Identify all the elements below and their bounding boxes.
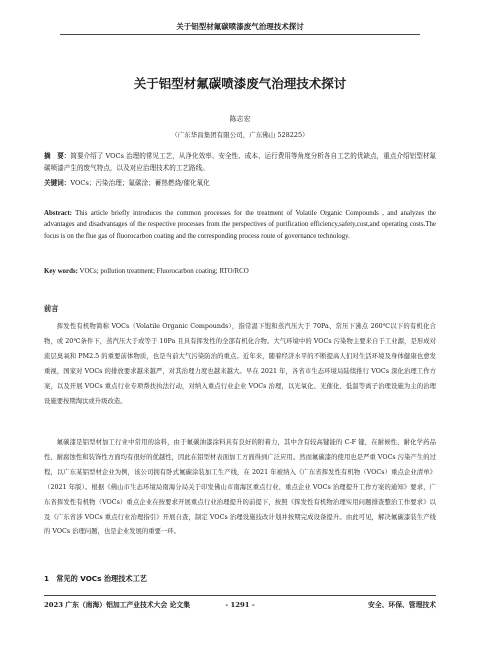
- author-name: 陈志宏: [229, 115, 251, 123]
- keywords-cn-label: 关键词：: [44, 179, 71, 187]
- abstract-en: [44, 208, 436, 242]
- footer-section-name: 安全、环保、管理技术: [368, 601, 436, 609]
- section-heading-preface: 前言: [44, 304, 59, 313]
- abstract-en-text: This article briefly introduces the common processes for the treatment of Volatile Organic Compounds , and analyzes the advantages and disadvantages of the respective processes from the perspectives of purification efficiency,safety,cost,and operating costs.The focus is on the flue gas of fluorocarbon coating and the corresponding process route of governance technology.: [44, 210, 436, 240]
- keywords-en: [44, 266, 436, 277]
- paper-title: 关于铝型材氟碳喷漆废气治理技术探讨: [133, 76, 347, 91]
- footer-page-number: - 1291 -: [225, 601, 255, 609]
- body-paragraph-2: 氟碳漆是铝型材加工行业中常用的涂料，由于氟碳油漆涂料具有良好的附着力，其中含有较高键能的 C-F 键，在耐候性、耐化学药品性、耐腐蚀性和装饰性方面均有很好的优越性，因此在铝型材表面加工方面得到广泛应用。然而氟碳漆的使用也是严重 VOCs 污染产生的过程，以广东某铝型材企业为例，该公司拥有卧式氟碳涂装加工生产线，在 2021 年被纳入《广东省挥发性有机物（VOCs）重点企业清单》（2021 年版）。根据《佛山市生态环境局南海分局关于印发佛山市南海区重点行业、重点企业 VOCs 治理提升工作方案的通知》要求，广东省挥发性有机物（VOCs）重点企业在按要求开展重点行业治理提升的前提下，按照《挥发性有机物治理实用问题排查整治工作要求》以及《广东省涉 VOCs 重点行业治理指引》开展自查，制定 VOCs 治理设施技改计划并按期完成设备提升。由此可见，解决氟碳漆装生产线的 VOCs 治理问题，也是企业发展的重要一环。: [44, 439, 436, 536]
- abstract-cn-label: 摘 要：: [44, 152, 71, 160]
- keywords-cn-text: VOCs；污染治理；氟碳涂；蓄热燃烧/催化氧化: [70, 179, 210, 187]
- abstract-en-label: Abstract:: [44, 210, 72, 217]
- keywords-en-label: Key words:: [44, 268, 78, 275]
- abstract-cn: [44, 151, 436, 174]
- footer-proceedings-title: 2023 广东（南海）铝加工产业技术大会 论文集: [44, 601, 190, 609]
- author-affiliation: （广东华昌集团有限公司，广东佛山 528225）: [171, 131, 309, 139]
- section-heading-1: 1 常见的 VOCs 治理技术工艺: [44, 574, 147, 583]
- body-paragraph-1: 挥发性有机物简称 VOCs（Volatile Organic Compounds），指常温下饱和蒸汽压大于 70Pa、常压下沸点 260℃以下的有机化合物，或 20℃条件下，蒸汽压大于或等于 10Pa 且具有挥发性的全部有机化合物。大气环境中的 VOCs 污染物主要来自于工业源，是形成对流层臭氧和 PM2.5 的重要前体物质，也是当前大气污染防治的重点。近年来，随着经济水平的不断提高人们对生活环境及身体健康也愈发重视，国家对 VOCs 的排放要求越来越严，对其治理力度也越来越大。早在 2021 年，各省市生态环境局陆续推行 VOCs 深化治理工作方案，以及开展 VOCs 重点行业专项帮扶执法行动，对纳入重点行业企业 VOCs 治理，以光氧化、光催化、低温等离子治理设施为主的治理设施要按期淘汰或升级改造。: [44, 323, 436, 405]
- running-header: 关于铝型材氟碳喷漆废气治理技术探讨: [60, 20, 420, 35]
- abstract-cn-text: 简要介绍了 VOCs 治理的常见工艺，从净化效率、安全性、成本、运行费用等角度分析各自工艺的优缺点，重点介绍铝型材氟碳喷漆产生的废气特点，以及对应治理技术的工艺路线。: [44, 152, 437, 172]
- keywords-en-text: VOCs; pollution treatment; Fluorocarbon coating; RTO/RCO: [79, 268, 249, 275]
- running-footer: [44, 595, 436, 610]
- keywords-cn: [44, 178, 436, 190]
